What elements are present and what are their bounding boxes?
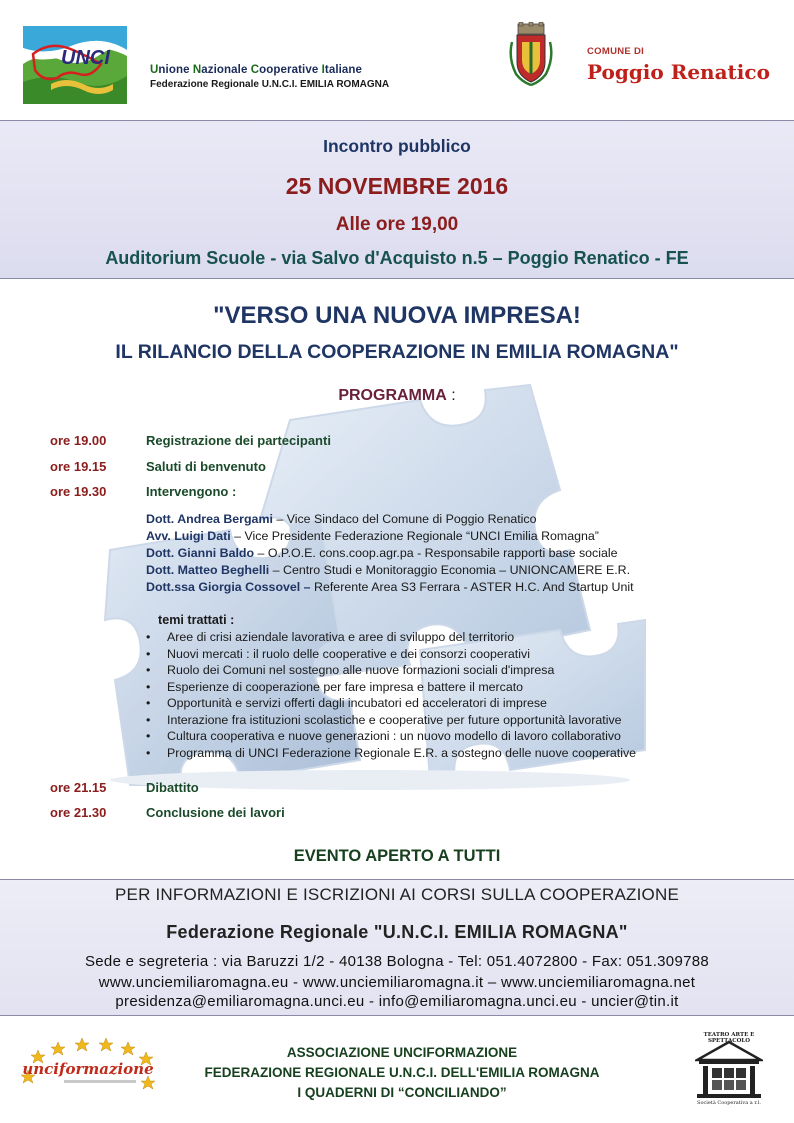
topic-item: • Nuovi mercati : il ruolo delle cooperative e dei consorzi cooperativi [146, 646, 636, 663]
unci-logo-text: UNCI [61, 47, 110, 69]
schedule-time: ore 19.00 [50, 433, 107, 448]
speaker-item [146, 562, 634, 579]
initial-n: N [192, 64, 202, 76]
schedule-time: ore 21.15 [50, 780, 107, 795]
comune-block [587, 46, 770, 84]
speaker-role: – O.P.O.E. cons.coop.agr.pa - Responsabile rapporti base sociale [254, 546, 618, 560]
unci-logo [21, 24, 129, 106]
event-type: Incontro pubblico [323, 136, 471, 156]
speaker-name: Dott.ssa Giorgia Cossovel – [146, 580, 311, 594]
speaker-role: – Vice Sindaco del Comune di Poggio Renatico [272, 512, 537, 526]
speaker-name: Dott. Andrea Bergami [146, 512, 273, 526]
programma-colon: : [446, 387, 456, 404]
initial-i: I [321, 64, 325, 76]
topic-item: • Esperienze di cooperazione per fare impresa e battere il mercato [146, 679, 636, 696]
word-italiane: taliane [324, 64, 363, 76]
topics-list [146, 629, 636, 761]
teatro-logo-top-text: TEATRO ARTE E SPETTACOLO [703, 1032, 755, 1044]
comune-label: COMUNE DI [587, 46, 645, 57]
speaker-item [146, 545, 634, 562]
speaker-role: – Vice Presidente Federazione Regionale “UNCI Emilia Romagna” [230, 529, 599, 543]
topic-item: • Ruolo dei Comuni nel sostegno alle nuove formazioni sociali d'impresa [146, 662, 636, 679]
info-address: Sede e segreteria : via Baruzzi 1/2 - 40138 Bologna - Tel: 051.4072800 - Fax: 051.309788 [84, 953, 710, 970]
schedule-time: ore 19.30 [50, 484, 107, 499]
footer-credits [170, 1043, 634, 1103]
schedule-time: ore 21.30 [50, 805, 107, 820]
schedule-time: ore 19.15 [50, 459, 107, 474]
speakers-list [146, 511, 634, 596]
unci-name-block [150, 64, 389, 90]
programma-heading [0, 387, 794, 405]
topic-item: • Aree di crisi aziendale lavorativa e aree di sviluppo del territorio [146, 629, 636, 646]
word-nazionale: azionale [201, 64, 251, 76]
speaker-name: Dott. Gianni Baldo [146, 546, 255, 560]
schedule-label: Intervengono : [146, 484, 237, 499]
footer-line: I QUADERNI DI “CONCILIANDO” [297, 1085, 507, 1100]
initial-u: U [150, 64, 159, 76]
unciformazione-logo [18, 1036, 158, 1096]
footer-line: FEDERAZIONE REGIONALE U.N.C.I. DELL'EMILIA ROMAGNA [204, 1065, 600, 1080]
open-event-notice: EVENTO APERTO A TUTTI [293, 847, 501, 865]
speaker-item [146, 528, 634, 545]
topic-item: • Cultura cooperativa e nuove generazioni : un nuovo modello di lavoro collaborativo [146, 728, 636, 745]
initial-c: C [250, 64, 260, 76]
theatre-building-icon [695, 1040, 763, 1100]
schedule-label: Conclusione dei lavori [146, 805, 285, 820]
contact-info-box [0, 879, 794, 1016]
info-emails: presidenza@emiliaromagna.unci.eu - info@emiliaromagna.unci.eu - uncier@tin.it [115, 993, 679, 1010]
teatro-logo-bottom-text: Società Cooperativa a r.l. [697, 1100, 761, 1106]
speaker-name: Avv. Luigi Dati [146, 529, 231, 543]
schedule-label: Registrazione dei partecipanti [146, 433, 331, 448]
info-websites: www.unciemiliaromagna.eu - www.unciemiliaromagna.it – www.unciemiliaromagna.net [98, 974, 696, 991]
event-place: Auditorium Scuole - via Salvo d'Acquisto n.5 – Poggio Renatico - FE [105, 248, 689, 268]
topics-title: temi trattati : [158, 613, 235, 627]
page-header [0, 0, 794, 120]
event-time: Alle ore 19,00 [335, 214, 459, 235]
comune-crest-icon [508, 22, 554, 86]
programma-label: PROGRAMMA [338, 387, 447, 404]
info-heading: PER INFORMAZIONI E ISCRIZIONI AI CORSI SULLA COOPERAZIONE [115, 885, 679, 904]
word-unione: nione [158, 64, 193, 76]
topic-item: • Interazione fra istituzioni scolastiche e cooperative per future opportunità lavorative [146, 712, 636, 729]
comune-name: Poggio Renatico [587, 60, 770, 84]
word-cooperative: ooperative [259, 64, 322, 76]
event-info-box [0, 120, 794, 279]
event-date: 25 NOVEMBRE 2016 [285, 173, 509, 199]
teatro-logo [691, 1032, 767, 1108]
speaker-item [146, 511, 634, 528]
unci-full-name [150, 64, 389, 76]
headline-line-2: IL RILANCIO DELLA COOPERAZIONE IN EMILIA ROMAGNA" [115, 341, 679, 363]
speaker-item [146, 579, 634, 596]
topic-item: • Opportunità e servizi offerti dagli incubatori ed acceleratori di imprese [146, 695, 636, 712]
schedule-label: Dibattito [146, 780, 199, 795]
speaker-role: – Centro Studi e Monitoraggio Economia – UNIONCAMERE E.R. [269, 563, 631, 577]
info-federation: Federazione Regionale "U.N.C.I. EMILIA ROMAGNA" [166, 922, 628, 942]
schedule-label: Saluti di benvenuto [146, 459, 266, 474]
footer-line: ASSOCIAZIONE UNCIFORMAZIONE [286, 1045, 518, 1060]
headline-line-1: "VERSO UNA NUOVA IMPRESA! [213, 302, 581, 329]
unciformazione-wordmark: unciformazione [22, 1060, 154, 1078]
speaker-name: Dott. Matteo Beghelli [146, 563, 270, 577]
unci-federation: Federazione Regionale U.N.C.I. EMILIA ROMAGNA [150, 79, 390, 90]
topic-item: • Programma di UNCI Federazione Regionale E.R. a sostegno delle nuove cooperative [146, 745, 636, 762]
speaker-role: Referente Area S3 Ferrara - ASTER H.C. And Startup Unit [310, 580, 634, 594]
